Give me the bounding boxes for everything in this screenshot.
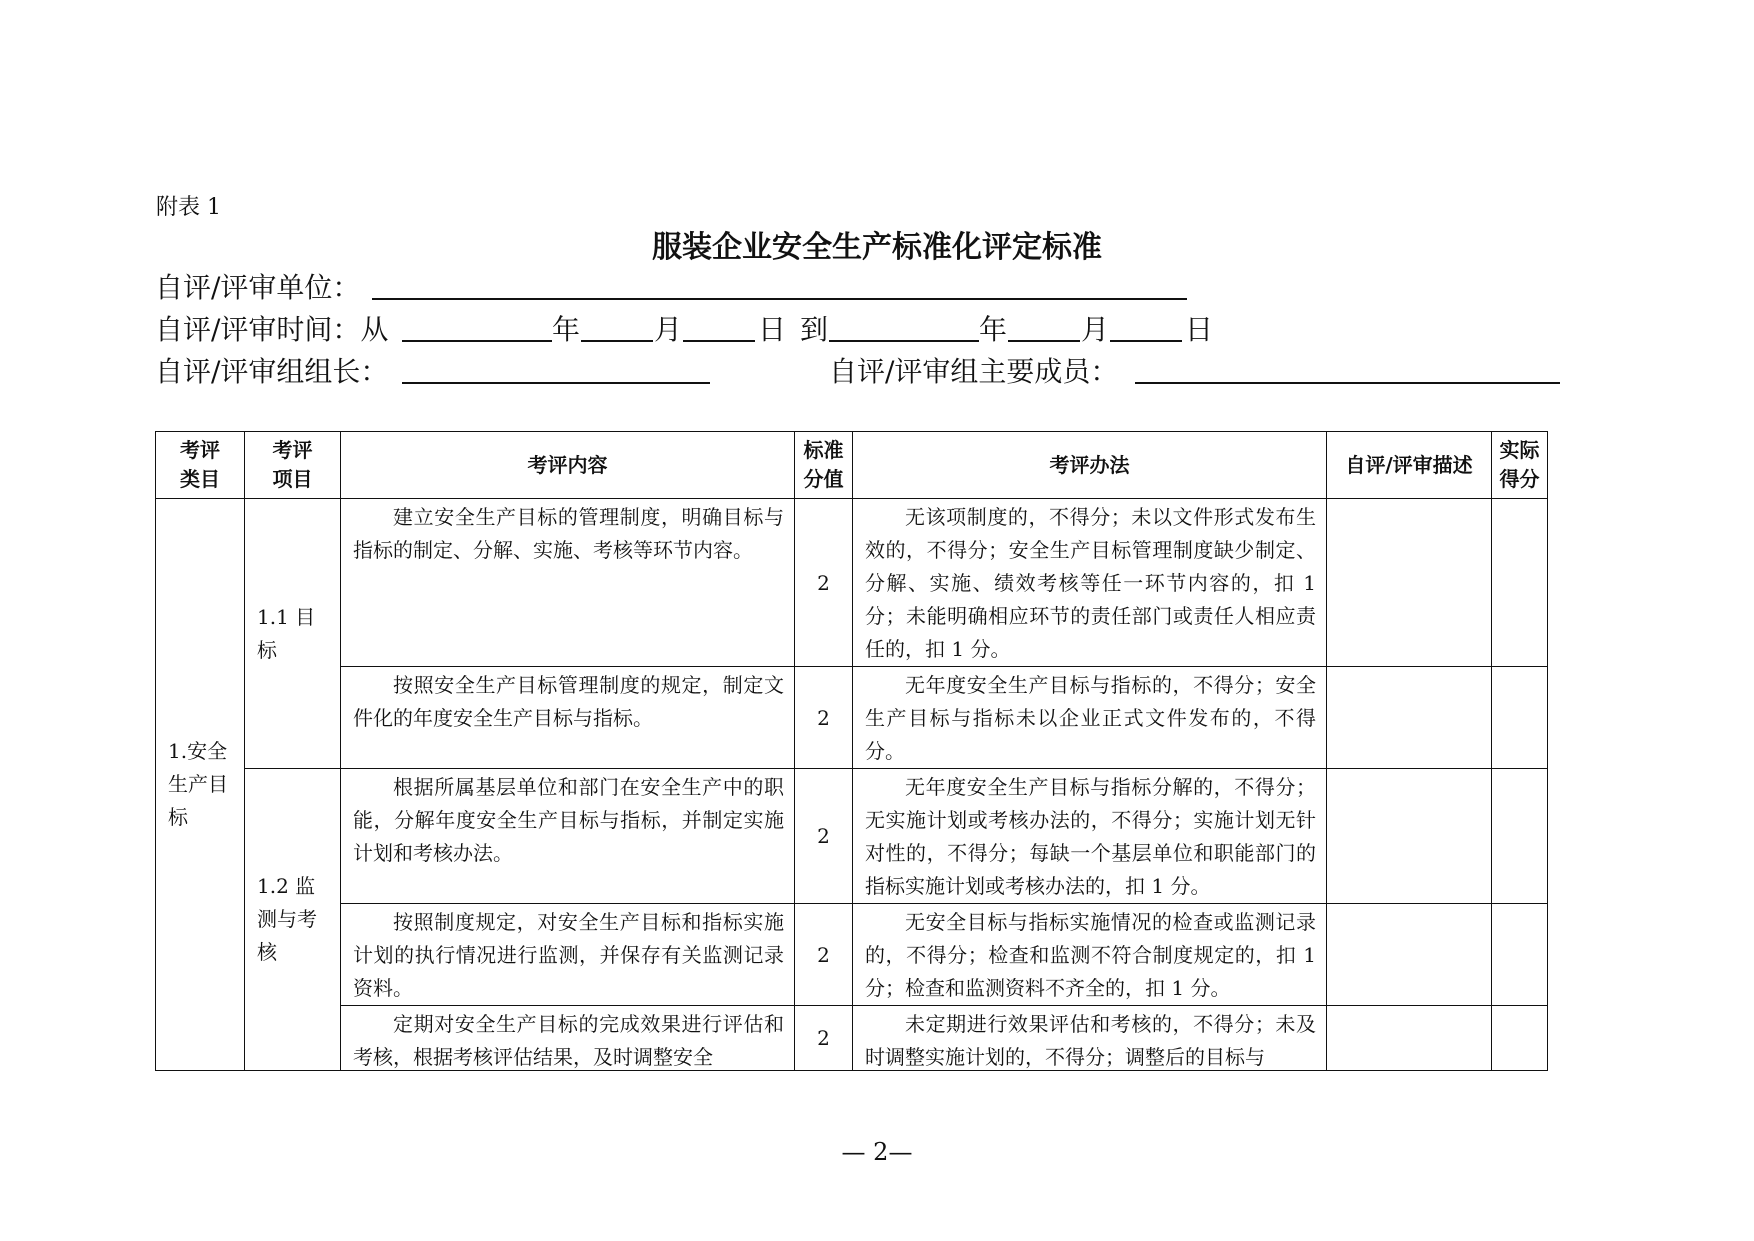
leader-label: 自评/评审组组长：: [155, 355, 389, 388]
header-category: 考评类目: [156, 432, 245, 499]
content-text: 定期对安全生产目标的完成效果进行评估和考核，根据考核评估结果，及时调整安全: [353, 1012, 784, 1069]
header-description: 自评/评审描述: [1327, 432, 1492, 499]
day-label-2: 日: [1185, 313, 1214, 346]
evaluation-table: [155, 431, 1548, 1071]
actual-score-cell[interactable]: [1492, 499, 1548, 667]
category-cell: 1.安全生产目标: [156, 499, 245, 1071]
method-cell: [853, 667, 1327, 769]
members-label: 自评/评审组主要成员：: [829, 355, 1119, 388]
method-text: 无该项制度的，不得分；未以文件形式发布生效的，不得分；安全生产目标管理制度缺少制定、分解、实施、绩效考核等任一环节内容的，扣 1 分；未能明确相应环节的责任部门或责任人相应责任的，扣 1 分。: [865, 505, 1316, 661]
day-label: 日: [758, 313, 787, 346]
score-cell: 2: [795, 904, 853, 1006]
method-text: 无年度安全生产目标与指标分解的，不得分；无实施计划或考核办法的，不得分；实施计划无针对性的，不得分；每缺一个基层单位和职能部门的指标实施计划或考核办法的，扣 1 分。: [865, 775, 1316, 898]
time-label: 自评/评审时间：从: [155, 313, 389, 346]
from-year-field[interactable]: [402, 340, 552, 342]
score-cell: 2: [795, 499, 853, 667]
attachment-label: 附表 1: [156, 195, 221, 220]
description-cell[interactable]: [1327, 904, 1492, 1006]
header-row: [156, 432, 1548, 499]
header-content: 考评内容: [341, 432, 795, 499]
content-cell: [341, 904, 795, 1006]
actual-score-cell[interactable]: [1492, 667, 1548, 769]
table-row: [156, 667, 1548, 769]
header-item: 考评项目: [245, 432, 341, 499]
from-month-field[interactable]: [581, 340, 653, 342]
description-cell[interactable]: [1327, 769, 1492, 904]
content-text: 根据所属基层单位和部门在安全生产中的职能，分解年度安全生产目标与指标，并制定实施计划和考核办法。: [353, 775, 784, 865]
leader-field[interactable]: [402, 382, 710, 384]
item-cell: 1.2 监测与考核: [245, 769, 341, 1071]
method-text: 未定期进行效果评估和考核的，不得分；未及时调整实施计划的，不得分；调整后的目标与: [865, 1012, 1316, 1069]
year-label-2: 年: [979, 313, 1008, 346]
actual-score-cell[interactable]: [1492, 1006, 1548, 1071]
document-title: 服装企业安全生产标准化评定标准: [652, 230, 1102, 265]
method-cell: [853, 769, 1327, 904]
score-cell: 2: [795, 769, 853, 904]
content-cell: [341, 1006, 795, 1071]
item-cell: 1.1 目标: [245, 499, 341, 769]
score-cell: 2: [795, 1006, 853, 1071]
table-row: [156, 1006, 1548, 1071]
actual-score-cell[interactable]: [1492, 769, 1548, 904]
method-text: 无安全目标与指标实施情况的检查或监测记录的，不得分；检查和监测不符合制度规定的，扣 1 分；检查和监测资料不齐全的，扣 1 分。: [865, 910, 1316, 1000]
to-day-field[interactable]: [1110, 340, 1182, 342]
page-number: — 2—: [841, 1138, 913, 1166]
content-cell: [341, 499, 795, 667]
to-month-field[interactable]: [1008, 340, 1080, 342]
content-text: 按照制度规定，对安全生产目标和指标实施计划的执行情况进行监测，并保存有关监测记录资料。: [353, 910, 784, 1000]
to-year-field[interactable]: [829, 340, 979, 342]
method-text: 无年度安全生产目标与指标的，不得分；安全生产目标与指标未以企业正式文件发布的，不得分。: [865, 673, 1316, 763]
table-row: [156, 499, 1548, 667]
content-text: 按照安全生产目标管理制度的规定，制定文件化的年度安全生产目标与指标。: [353, 673, 784, 730]
members-field[interactable]: [1135, 382, 1560, 384]
month-label-2: 月: [1081, 313, 1110, 346]
description-cell[interactable]: [1327, 1006, 1492, 1071]
to-label: 到: [800, 313, 829, 346]
description-cell[interactable]: [1327, 499, 1492, 667]
content-cell: [341, 667, 795, 769]
description-cell[interactable]: [1327, 667, 1492, 769]
method-cell: [853, 499, 1327, 667]
method-cell: [853, 1006, 1327, 1071]
unit-label: 自评/评审单位：: [155, 271, 361, 304]
actual-score-cell[interactable]: [1492, 904, 1548, 1006]
table-row: [156, 904, 1548, 1006]
from-day-field[interactable]: [683, 340, 755, 342]
table-row: [156, 769, 1548, 904]
content-text: 建立安全生产目标的管理制度，明确目标与指标的制定、分解、实施、考核等环节内容。: [353, 505, 784, 562]
unit-field[interactable]: [372, 298, 1187, 300]
header-actual: 实际得分: [1492, 432, 1548, 499]
header-score: 标准分值: [795, 432, 853, 499]
method-cell: [853, 904, 1327, 1006]
month-label: 月: [654, 313, 683, 346]
content-cell: [341, 769, 795, 904]
score-cell: 2: [795, 667, 853, 769]
header-method: 考评办法: [853, 432, 1327, 499]
year-label: 年: [552, 313, 581, 346]
